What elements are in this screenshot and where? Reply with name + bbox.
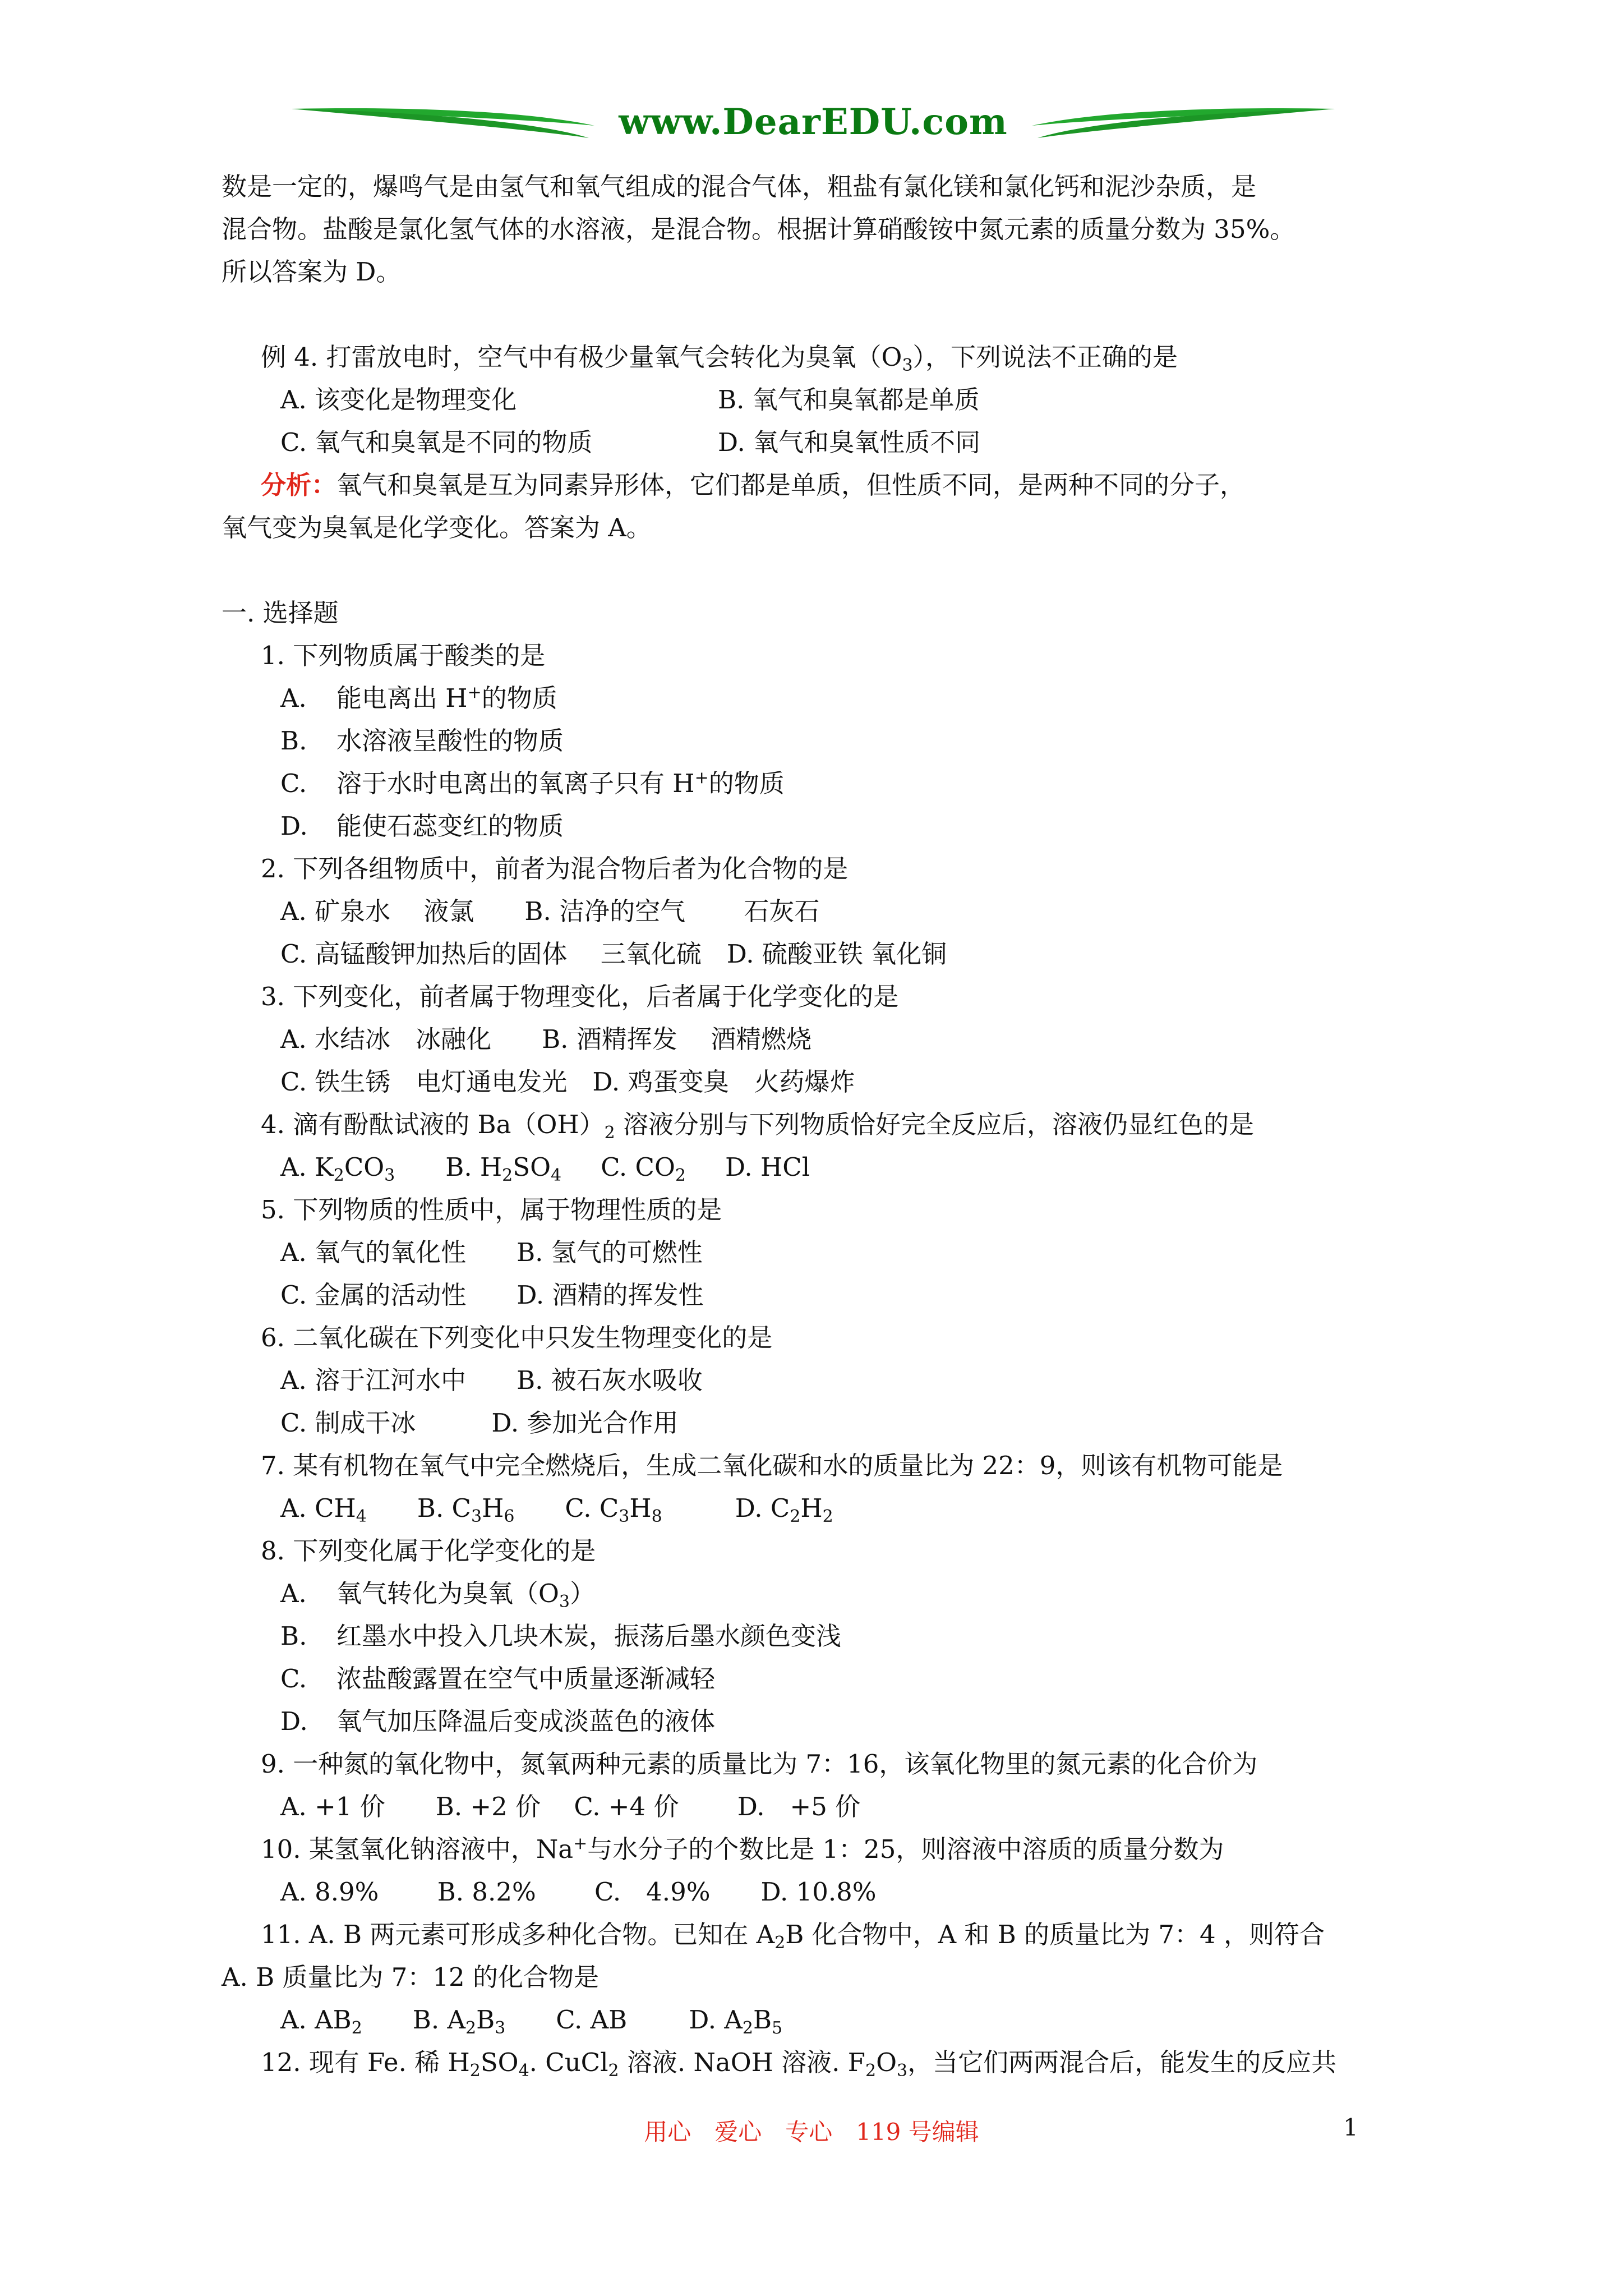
question-7-stem: 7. 某有机物在氧气中完全燃烧后，生成二氧化碳和水的质量比为 22：9，则该有机物可能是 — [261, 1451, 1283, 1480]
question-8-option-a: A. 氧气转化为臭氧$(O_3)$ — [280, 1579, 596, 1612]
site-logo-text: www.DearEDU.com — [619, 101, 1008, 143]
option-b: B. $H_2SO_4$ — [445, 1152, 562, 1185]
analysis-label: 分析： — [261, 470, 337, 500]
header-logo — [292, 90, 1335, 157]
question-2-options: C. 高锰酸钾加热后的固体 三氧化硫 D. 硫酸亚铁 氧化铜 — [280, 939, 947, 969]
example4-options-row — [222, 379, 1427, 421]
example4-options-row — [222, 421, 1427, 464]
option-d: D. HCl — [725, 1152, 810, 1182]
option-d: D. $C_2H_2$ — [735, 1493, 833, 1526]
option-b: B. 氧气和臭氧都是单质 — [718, 385, 980, 415]
document-body — [222, 165, 1427, 2084]
question-11-stem: 11. A. B 两元素可形成多种化合物。已知在 $A_2B$ 化合物中，A 和 B 的质量比为 7：4 ，则符合 — [261, 1920, 1325, 1953]
question-4-stem: 4. 滴有酚酞试液的 $Ba(OH)_2$ 溶液分别与下列物质恰好完全反应后，溶液仍显红色的是 — [261, 1110, 1254, 1143]
option-b: B. $A_2B_3$ — [412, 2005, 506, 2038]
example4-stem: 例 4. 打雷放电时，空气中有极少量氧气会转化为臭氧$(O_3)$，下列说法不正确的是 — [261, 342, 1178, 375]
intro-line: 混合物。盐酸是氯化氢气体的水溶液，是混合物。根据计算硝酸铵中氮元素的质量分数为 35%。 — [222, 214, 1295, 244]
question-7-options — [222, 1487, 1427, 1530]
section-title: 一. 选择题 — [222, 598, 339, 628]
question-1-option-b: B. 水溶液呈酸性的物质 — [280, 726, 564, 756]
question-10-stem: 10. 某氢氧化钠溶液中，Na+与水分子的个数比是 1：25，则溶液中溶质的质量分数为 — [261, 1834, 1224, 1864]
option-c: C. AB — [556, 2005, 628, 2035]
option-a: A. $CH_4$ — [280, 1493, 367, 1526]
question-9-options: A. +1 价 B. +2 价 C. +4 价 D. +5 价 — [280, 1792, 861, 1821]
option-a: A. $AB_2$ — [280, 2005, 362, 2038]
option-a: A. 该变化是物理变化 — [280, 385, 517, 415]
question-5-options: A. 氧气的氧化性 B. 氢气的可燃性 — [280, 1237, 703, 1267]
intro-line: 数是一定的，爆鸣气是由氢气和氧气组成的混合气体，粗盐有氯化镁和氯化钙和泥沙杂质，是 — [222, 172, 1257, 201]
question-1-option-a: A. 能电离出 H+的物质 — [280, 683, 557, 713]
option-d: D. $A_2B_5$ — [689, 2005, 783, 2038]
question-3-stem: 3. 下列变化，前者属于物理变化，后者属于化学变化的是 — [261, 982, 899, 1011]
question-2-stem: 2. 下列各组物质中，前者为混合物后者为化合物的是 — [261, 854, 849, 884]
question-8-stem: 8. 下列变化属于化学变化的是 — [261, 1536, 596, 1566]
question-8-option-d: D. 氧气加压降温后变成淡蓝色的液体 — [280, 1706, 716, 1736]
question-9-stem: 9. 一种氮的氧化物中，氮氧两种元素的质量比为 7：16，该氧化物里的氮元素的化合价为 — [261, 1749, 1258, 1779]
question-1-stem: 1. 下列物质属于酸类的是 — [261, 641, 546, 670]
question-6-options: C. 制成干冰 D. 参加光合作用 — [280, 1408, 679, 1438]
option-b: B. $C_3H_6$ — [417, 1493, 515, 1526]
question-5-stem: 5. 下列物质的性质中，属于物理性质的是 — [261, 1195, 722, 1225]
question-11-stem-cont: A. B 质量比为 7：12 的化合物是 — [222, 1962, 599, 1992]
example4-analysis: 分析：氧气和臭氧是互为同素异形体，它们都是单质，但性质不同，是两种不同的分子， — [261, 470, 1246, 500]
question-2-options: A. 矿泉水 液氯 B. 洁净的空气 石灰石 — [280, 896, 820, 926]
option-c: C. $C_3H_8$ — [565, 1493, 662, 1526]
question-8-option-b: B. 红墨水中投入几块木炭，振荡后墨水颜色变浅 — [280, 1621, 842, 1651]
option-d: D. 氧气和臭氧性质不同 — [718, 427, 981, 457]
question-1-option-c: C. 溶于水时电离出的氧离子只有 H+的物质 — [280, 768, 785, 798]
question-1-option-d: D. 能使石蕊变红的物质 — [280, 811, 564, 841]
question-11-options — [222, 1999, 1427, 2041]
question-4-options — [222, 1146, 1427, 1189]
page-footer: 用心 爱心 专心 119 号编辑 — [644, 2118, 979, 2146]
question-3-options: A. 水结冰 冰融化 B. 酒精挥发 酒精燃烧 — [280, 1024, 812, 1054]
page-number: 1 — [1343, 2114, 1358, 2141]
option-a: A. $K_2CO_3$ — [280, 1152, 395, 1185]
option-c: C. 氧气和臭氧是不同的物质 — [280, 427, 593, 457]
example4-analysis-cont: 氧气变为臭氧是化学变化。答案为 A。 — [222, 513, 652, 542]
question-10-options: A. 8.9% B. 8.2% C. 4.9% D. 10.8% — [280, 1877, 877, 1907]
question-8-option-c: C. 浓盐酸露置在空气中质量逐渐减轻 — [280, 1664, 716, 1694]
question-12-stem: 12. 现有 Fe. 稀 $H_2SO_4$. CuCl$_2$ 溶液. NaOH 溶液. $F_2O_3$，当它们两两混合后，能发生的反应共 — [261, 2047, 1337, 2081]
option-c: C. $CO_2$ — [601, 1152, 686, 1185]
question-6-options: A. 溶于江河水中 B. 被石灰水吸收 — [280, 1365, 703, 1395]
question-6-stem: 6. 二氧化碳在下列变化中只发生物理变化的是 — [261, 1323, 773, 1352]
question-5-options: C. 金属的活动性 D. 酒精的挥发性 — [280, 1280, 704, 1310]
intro-line: 所以答案为 D。 — [222, 257, 402, 287]
question-3-options: C. 铁生锈 电灯通电发光 D. 鸡蛋变臭 火药爆炸 — [280, 1067, 855, 1097]
